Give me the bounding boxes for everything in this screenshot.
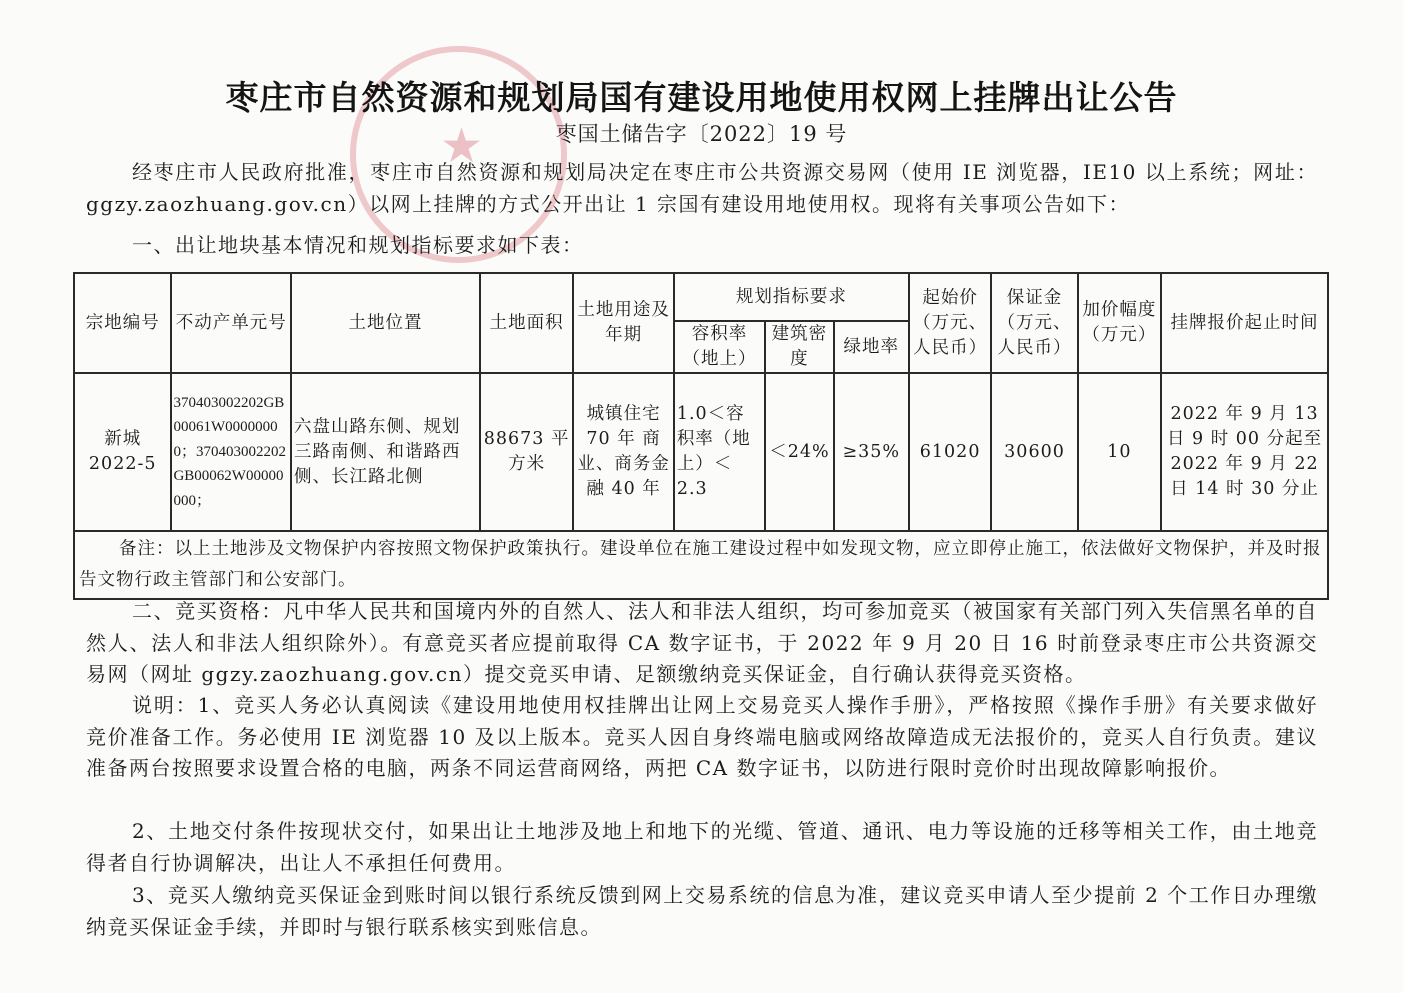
section2-paragraph: 二、竞买资格：凡中华人民共和国境内外的自然人、法人和非法人组织，均可参加竞买（被国家有关部门列入失信黑名单的自然人、法人和非法人组织除外）。有意竞买者应提前取得 CA 数字证书，于 2022 年 9 月 20 日 16 时前登录枣庄市公共资源交易网（网址 ggzy.zaozhuang.gov.cn）提交竞买申请、足额缴纳竞买保证金，自行确认获得竞买资格。: [86, 599, 1318, 686]
cell-location: 六盘山路东侧、规划三路南侧、和谐路西侧、长江路北侧: [291, 373, 480, 531]
table-note: 备注：以上土地涉及文物保护内容按照文物保护政策执行。建设单位在施工建设过程中如发现文物，应立即停止施工，依法做好文物保护，并及时报告文物行政主管部门和公安部门。: [74, 531, 1328, 599]
header-area: 土地面积: [480, 273, 573, 373]
header-use-term: 土地用途及年期: [573, 273, 673, 373]
cell-density: ＜24%: [765, 373, 833, 531]
cell-far: 1.0＜容积率（地上）＜2.3: [674, 373, 765, 531]
header-deposit: 保证金（万元、人民币）: [991, 273, 1077, 373]
intro-paragraph: 经枣庄市人民政府批准，枣庄市自然资源和规划局决定在枣庄市公共资源交易网（使用 IE 浏览器，IE10 以上系统；网址：ggzy.zaozhuang.gov.cn）以网上挂牌的方式公开出让 1 宗国有建设用地使用权。现将有关事项公告如下：: [86, 160, 1318, 216]
cell-unit-no: 370403002202GB00061W00000000；370403002202GB00062W00000000；: [171, 373, 291, 531]
cell-deposit: 30600: [991, 373, 1077, 531]
cell-use-term: 城镇住宅 70 年 商业、商务金融 40 年: [573, 373, 673, 531]
explanation-3: 3、竞买人缴纳竞买保证金到账时间以银行系统反馈到网上交易系统的信息为准，建议竞买申请人至少提前 2 个工作日办理缴纳竞买保证金手续，并即时与银行联系核实到账信息。: [86, 883, 1318, 939]
seal-star-icon: ★: [440, 118, 484, 174]
cell-parcel-no: 新城 2022-5: [74, 373, 171, 531]
header-unit-no: 不动产单元号: [171, 273, 291, 373]
table-row: [74, 373, 1328, 531]
document-number: 枣国土储告字〔2022〕19 号: [555, 122, 848, 146]
header-far: 容积率（地上）: [674, 321, 765, 373]
section1-heading: 一、出让地块基本情况和规划指标要求如下表：: [132, 233, 584, 257]
explanation-2: 2、土地交付条件按现状交付，如果出让土地涉及地上和地下的光缆、管道、通讯、电力等设施的迁移等相关工作，由土地竞得者自行协调解决，出让人不承担任何费用。: [86, 819, 1318, 875]
header-location: 土地位置: [291, 273, 480, 373]
cell-increment: 10: [1078, 373, 1161, 531]
header-listing-time: 挂牌报价起止时间: [1161, 273, 1328, 373]
header-green: 绿地率: [834, 321, 909, 373]
explanation-1: 说明：1、竞买人务必认真阅读《建设用地使用权挂牌出让网上交易竞买人操作手册》，严格按照《操作手册》有关要求做好竞价准备工作。务必使用 IE 浏览器 10 及以上版本。竞买人因自身终端电脑或网络故障造成无法报价的，竞买人自行负责。建议准备两台按照要求设置合格的电脑，两条不同运营商网络，两把 CA 数字证书，以防进行限时竞价时出现故障影响报价。: [86, 693, 1318, 780]
land-parcel-table: [73, 272, 1329, 600]
header-increment: 加价幅度（万元）: [1078, 273, 1161, 373]
cell-area: 88673 平方米: [480, 373, 573, 531]
header-density: 建筑密度: [765, 321, 833, 373]
cell-start-price: 61020: [909, 373, 991, 531]
page-title: 枣庄市自然资源和规划局国有建设用地使用权网上挂牌出让公告: [225, 78, 1178, 117]
header-start-price: 起始价（万元、人民币）: [909, 273, 991, 373]
header-parcel-no: 宗地编号: [74, 273, 171, 373]
cell-green: ≥35%: [834, 373, 909, 531]
cell-listing-time: 2022 年 9 月 13 日 9 时 00 分起至 2022 年 9 月 22 日 14 时 30 分止: [1161, 373, 1328, 531]
header-planning: 规划指标要求: [674, 273, 909, 321]
